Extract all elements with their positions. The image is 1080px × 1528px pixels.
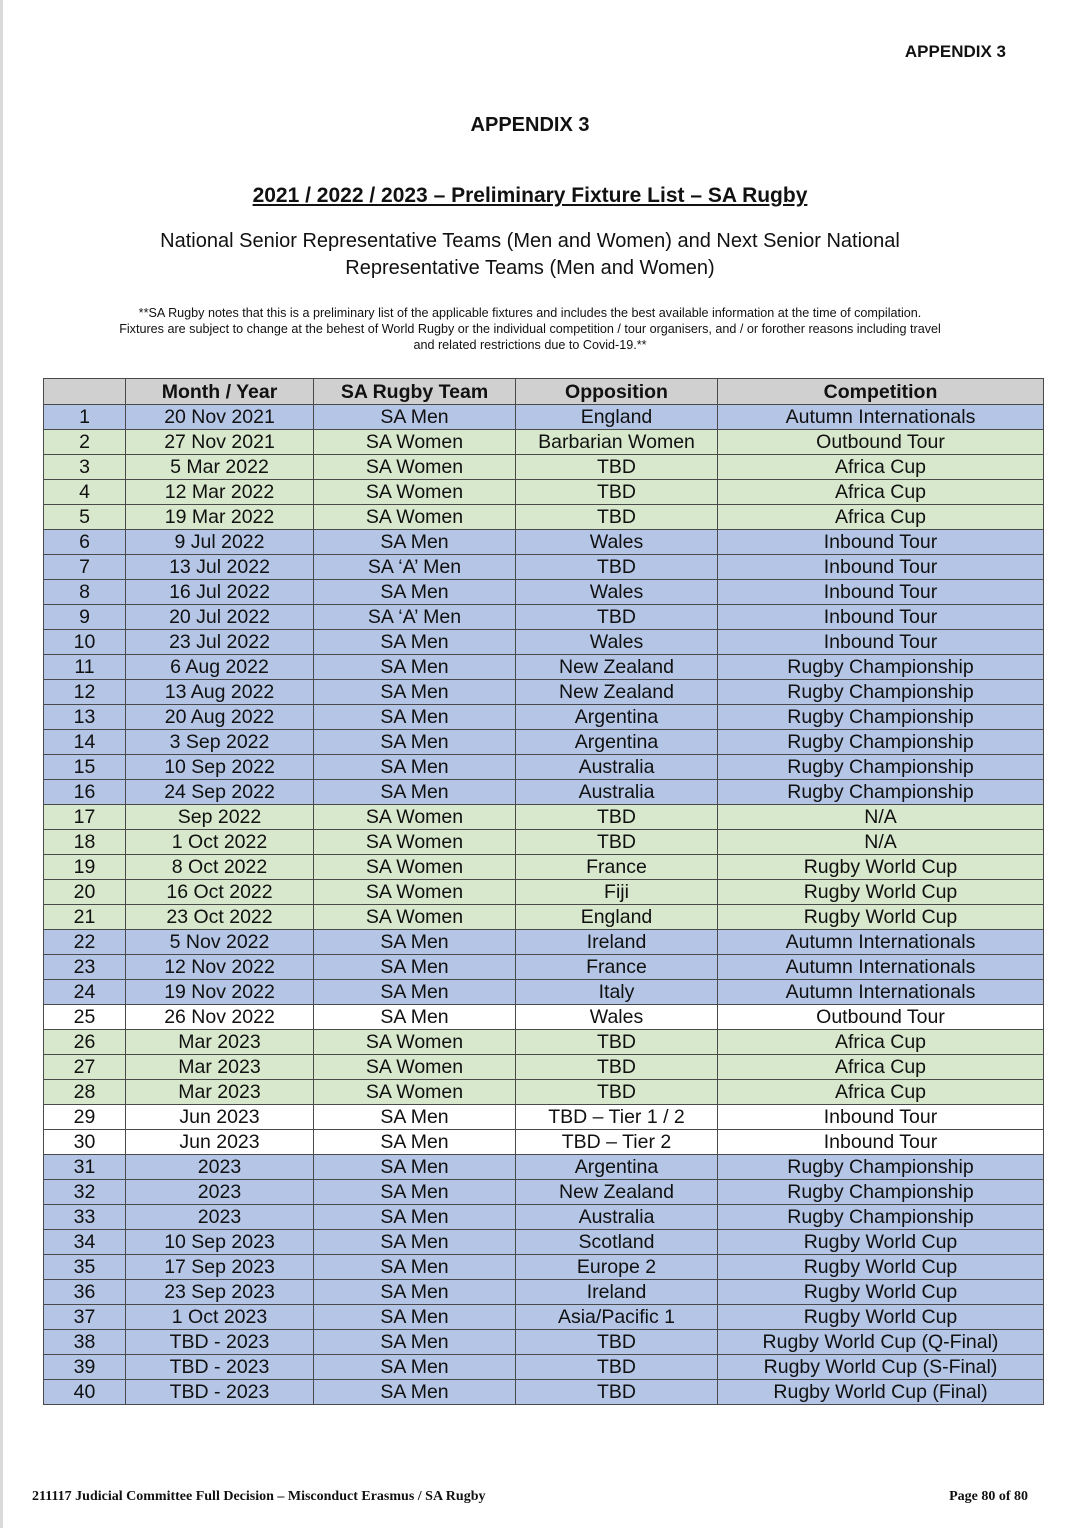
row-number: 37 <box>44 1305 126 1330</box>
table-row <box>44 1105 1044 1130</box>
row-number: 27 <box>44 1055 126 1080</box>
row-number: 31 <box>44 1155 126 1180</box>
month-year-cell: 5 Nov 2022 <box>126 930 314 955</box>
competition-cell: Africa Cup <box>718 1055 1044 1080</box>
team-cell: SA Men <box>314 1005 516 1030</box>
competition-cell: Inbound Tour <box>718 530 1044 555</box>
competition-cell: Autumn Internationals <box>718 980 1044 1005</box>
competition-cell: Rugby World Cup <box>718 880 1044 905</box>
competition-cell: Inbound Tour <box>718 630 1044 655</box>
table-row <box>44 505 1044 530</box>
month-year-cell: 16 Jul 2022 <box>126 580 314 605</box>
month-year-cell: 27 Nov 2021 <box>126 430 314 455</box>
competition-cell: Rugby Championship <box>718 1180 1044 1205</box>
month-year-cell: 5 Mar 2022 <box>126 455 314 480</box>
row-number: 18 <box>44 830 126 855</box>
month-year-cell: 2023 <box>126 1205 314 1230</box>
month-year-cell: 20 Jul 2022 <box>126 605 314 630</box>
table-row <box>44 1180 1044 1205</box>
opposition-cell: TBD <box>516 555 718 580</box>
table-row <box>44 605 1044 630</box>
table-row <box>44 1055 1044 1080</box>
opposition-cell: England <box>516 405 718 430</box>
opposition-cell: Argentina <box>516 730 718 755</box>
opposition-cell: TBD – Tier 1 / 2 <box>516 1105 718 1130</box>
team-cell: SA Men <box>314 1305 516 1330</box>
table-row <box>44 1155 1044 1180</box>
team-cell: SA Men <box>314 580 516 605</box>
table-row <box>44 855 1044 880</box>
row-number: 4 <box>44 480 126 505</box>
fixture-table <box>43 378 1044 1405</box>
month-year-cell: Jun 2023 <box>126 1105 314 1130</box>
competition-cell: N/A <box>718 805 1044 830</box>
opposition-cell: TBD <box>516 605 718 630</box>
opposition-cell: TBD <box>516 1330 718 1355</box>
opposition-cell: New Zealand <box>516 1180 718 1205</box>
row-number: 14 <box>44 730 126 755</box>
competition-cell: Rugby Championship <box>718 755 1044 780</box>
table-row <box>44 630 1044 655</box>
team-cell: SA Men <box>314 530 516 555</box>
team-cell: SA ‘A’ Men <box>314 555 516 580</box>
month-year-cell: 3 Sep 2022 <box>126 730 314 755</box>
row-number: 25 <box>44 1005 126 1030</box>
row-number: 10 <box>44 630 126 655</box>
column-header-number <box>44 379 126 405</box>
team-cell: SA Men <box>314 1380 516 1405</box>
month-year-cell: 10 Sep 2022 <box>126 755 314 780</box>
row-number: 28 <box>44 1080 126 1105</box>
row-number: 9 <box>44 605 126 630</box>
column-header-month-year: Month / Year <box>126 379 314 405</box>
opposition-cell: Argentina <box>516 1155 718 1180</box>
competition-cell: Africa Cup <box>718 1080 1044 1105</box>
month-year-cell: Sep 2022 <box>126 805 314 830</box>
opposition-cell: Australia <box>516 1205 718 1230</box>
month-year-cell: 2023 <box>126 1180 314 1205</box>
row-number: 39 <box>44 1355 126 1380</box>
opposition-cell: TBD – Tier 2 <box>516 1130 718 1155</box>
month-year-cell: 16 Oct 2022 <box>126 880 314 905</box>
row-number: 33 <box>44 1205 126 1230</box>
opposition-cell: Australia <box>516 780 718 805</box>
opposition-cell: TBD <box>516 805 718 830</box>
team-cell: SA Men <box>314 1280 516 1305</box>
note-line-3: and related restrictions due to Covid-19.** <box>413 338 647 352</box>
team-cell: SA Women <box>314 830 516 855</box>
opposition-cell: TBD <box>516 1355 718 1380</box>
opposition-cell: TBD <box>516 455 718 480</box>
team-cell: SA Men <box>314 1105 516 1130</box>
team-cell: SA Women <box>314 1030 516 1055</box>
table-row <box>44 655 1044 680</box>
month-year-cell: 23 Oct 2022 <box>126 905 314 930</box>
team-cell: SA Women <box>314 505 516 530</box>
competition-cell: Outbound Tour <box>718 430 1044 455</box>
row-number: 20 <box>44 880 126 905</box>
competition-cell: Autumn Internationals <box>718 405 1044 430</box>
competition-cell: Africa Cup <box>718 505 1044 530</box>
competition-cell: Inbound Tour <box>718 1105 1044 1130</box>
row-number: 26 <box>44 1030 126 1055</box>
competition-cell: Rugby World Cup (S-Final) <box>718 1355 1044 1380</box>
month-year-cell: 10 Sep 2023 <box>126 1230 314 1255</box>
team-cell: SA Men <box>314 705 516 730</box>
month-year-cell: 1 Oct 2023 <box>126 1305 314 1330</box>
opposition-cell: Scotland <box>516 1230 718 1255</box>
team-cell: SA Men <box>314 1155 516 1180</box>
row-number: 22 <box>44 930 126 955</box>
month-year-cell: 20 Nov 2021 <box>126 405 314 430</box>
team-cell: SA Women <box>314 805 516 830</box>
month-year-cell: TBD - 2023 <box>126 1330 314 1355</box>
opposition-cell: Wales <box>516 1005 718 1030</box>
row-number: 40 <box>44 1380 126 1405</box>
table-row <box>44 555 1044 580</box>
month-year-cell: 13 Jul 2022 <box>126 555 314 580</box>
row-number: 1 <box>44 405 126 430</box>
row-number: 29 <box>44 1105 126 1130</box>
competition-cell: Rugby Championship <box>718 780 1044 805</box>
competition-cell: Outbound Tour <box>718 1005 1044 1030</box>
team-cell: SA Men <box>314 1230 516 1255</box>
row-number: 15 <box>44 755 126 780</box>
team-cell: SA Women <box>314 480 516 505</box>
competition-cell: Africa Cup <box>718 455 1044 480</box>
competition-cell: Inbound Tour <box>718 605 1044 630</box>
opposition-cell: Ireland <box>516 930 718 955</box>
row-number: 8 <box>44 580 126 605</box>
team-cell: SA Women <box>314 905 516 930</box>
team-cell: SA ‘A’ Men <box>314 605 516 630</box>
footer-page-number: Page 80 of 80 <box>949 1489 1028 1504</box>
opposition-cell: New Zealand <box>516 680 718 705</box>
opposition-cell: Asia/Pacific 1 <box>516 1305 718 1330</box>
month-year-cell: 24 Sep 2022 <box>126 780 314 805</box>
month-year-cell: 23 Jul 2022 <box>126 630 314 655</box>
opposition-cell: TBD <box>516 1080 718 1105</box>
opposition-cell: Italy <box>516 980 718 1005</box>
team-cell: SA Men <box>314 980 516 1005</box>
team-cell: SA Men <box>314 955 516 980</box>
competition-cell: N/A <box>718 830 1044 855</box>
row-number: 6 <box>44 530 126 555</box>
month-year-cell: Mar 2023 <box>126 1055 314 1080</box>
opposition-cell: Australia <box>516 755 718 780</box>
table-row <box>44 405 1044 430</box>
table-row <box>44 980 1044 1005</box>
row-number: 35 <box>44 1255 126 1280</box>
month-year-cell: 20 Aug 2022 <box>126 705 314 730</box>
competition-cell: Rugby Championship <box>718 655 1044 680</box>
row-number: 38 <box>44 1330 126 1355</box>
competition-cell: Rugby World Cup (Q-Final) <box>718 1330 1044 1355</box>
team-cell: SA Men <box>314 630 516 655</box>
row-number: 23 <box>44 955 126 980</box>
opposition-cell: France <box>516 855 718 880</box>
team-cell: SA Men <box>314 1355 516 1380</box>
table-row <box>44 780 1044 805</box>
column-header-competition: Competition <box>718 379 1044 405</box>
opposition-cell: TBD <box>516 1055 718 1080</box>
row-number: 30 <box>44 1130 126 1155</box>
table-row <box>44 1280 1044 1305</box>
opposition-cell: England <box>516 905 718 930</box>
team-cell: SA Men <box>314 1255 516 1280</box>
competition-cell: Rugby World Cup <box>718 1280 1044 1305</box>
team-cell: SA Men <box>314 930 516 955</box>
row-number: 32 <box>44 1180 126 1205</box>
table-row <box>44 1005 1044 1030</box>
month-year-cell: TBD - 2023 <box>126 1355 314 1380</box>
month-year-cell: 19 Nov 2022 <box>126 980 314 1005</box>
competition-cell: Rugby Championship <box>718 1155 1044 1180</box>
competition-cell: Africa Cup <box>718 480 1044 505</box>
competition-cell: Rugby World Cup <box>718 855 1044 880</box>
row-number: 2 <box>44 430 126 455</box>
opposition-cell: Fiji <box>516 880 718 905</box>
opposition-cell: Ireland <box>516 1280 718 1305</box>
disclaimer-note <box>20 305 1040 353</box>
footer-document-reference: 211117 Judicial Committee Full Decision – Misconduct Erasmus / SA Rugby <box>32 1489 486 1504</box>
row-number: 36 <box>44 1280 126 1305</box>
table-row <box>44 580 1044 605</box>
month-year-cell: 12 Mar 2022 <box>126 480 314 505</box>
month-year-cell: 2023 <box>126 1155 314 1180</box>
opposition-cell: TBD <box>516 830 718 855</box>
opposition-cell: Wales <box>516 530 718 555</box>
row-number: 11 <box>44 655 126 680</box>
team-cell: SA Women <box>314 880 516 905</box>
month-year-cell: 9 Jul 2022 <box>126 530 314 555</box>
row-number: 12 <box>44 680 126 705</box>
opposition-cell: France <box>516 955 718 980</box>
team-cell: SA Men <box>314 1205 516 1230</box>
competition-cell: Inbound Tour <box>718 1130 1044 1155</box>
table-row <box>44 905 1044 930</box>
row-number: 3 <box>44 455 126 480</box>
row-number: 13 <box>44 705 126 730</box>
column-header-opposition: Opposition <box>516 379 718 405</box>
month-year-cell: Mar 2023 <box>126 1080 314 1105</box>
note-line-1: **SA Rugby notes that this is a preliminary list of the applicable fixtures and includes the best available information at the time of compilation. <box>138 306 922 320</box>
team-cell: SA Women <box>314 1080 516 1105</box>
opposition-cell: TBD <box>516 480 718 505</box>
competition-cell: Rugby Championship <box>718 680 1044 705</box>
row-number: 7 <box>44 555 126 580</box>
opposition-cell: Wales <box>516 630 718 655</box>
table-row <box>44 755 1044 780</box>
row-number: 19 <box>44 855 126 880</box>
month-year-cell: 8 Oct 2022 <box>126 855 314 880</box>
competition-cell: Rugby World Cup <box>718 1230 1044 1255</box>
team-cell: SA Women <box>314 855 516 880</box>
month-year-cell: 19 Mar 2022 <box>126 505 314 530</box>
page-edge-rule <box>0 0 3 1528</box>
competition-cell: Inbound Tour <box>718 555 1044 580</box>
table-row <box>44 1330 1044 1355</box>
fixture-table-body <box>44 405 1044 1405</box>
opposition-cell: Wales <box>516 580 718 605</box>
opposition-cell: Europe 2 <box>516 1255 718 1280</box>
table-row <box>44 880 1044 905</box>
month-year-cell: 13 Aug 2022 <box>126 680 314 705</box>
team-cell: SA Men <box>314 730 516 755</box>
row-number: 34 <box>44 1230 126 1255</box>
competition-cell: Rugby World Cup <box>718 905 1044 930</box>
table-row <box>44 930 1044 955</box>
table-row <box>44 430 1044 455</box>
row-number: 17 <box>44 805 126 830</box>
team-cell: SA Men <box>314 1330 516 1355</box>
table-row <box>44 1205 1044 1230</box>
competition-cell: Inbound Tour <box>718 580 1044 605</box>
table-row <box>44 1255 1044 1280</box>
table-row <box>44 1030 1044 1055</box>
team-cell: SA Women <box>314 430 516 455</box>
competition-cell: Autumn Internationals <box>718 955 1044 980</box>
table-row <box>44 830 1044 855</box>
team-cell: SA Women <box>314 455 516 480</box>
subtitle-line-2: Representative Teams (Men and Women) <box>345 257 715 279</box>
month-year-cell: 23 Sep 2023 <box>126 1280 314 1305</box>
competition-cell: Rugby Championship <box>718 1205 1044 1230</box>
table-row <box>44 680 1044 705</box>
month-year-cell: 12 Nov 2022 <box>126 955 314 980</box>
note-line-2: Fixtures are subject to change at the behest of World Rugby or the individual competition / tour organisers, and / or forother reasons including travel <box>119 322 941 336</box>
month-year-cell: TBD - 2023 <box>126 1380 314 1405</box>
opposition-cell: TBD <box>516 505 718 530</box>
appendix-header-label: APPENDIX 3 <box>904 42 1006 61</box>
table-row <box>44 1080 1044 1105</box>
team-cell: SA Women <box>314 1055 516 1080</box>
appendix-heading: APPENDIX 3 <box>470 114 590 136</box>
team-cell: SA Men <box>314 1130 516 1155</box>
table-row <box>44 480 1044 505</box>
table-row <box>44 805 1044 830</box>
competition-cell: Rugby Championship <box>718 705 1044 730</box>
row-number: 5 <box>44 505 126 530</box>
table-row <box>44 730 1044 755</box>
team-cell: SA Men <box>314 405 516 430</box>
table-row <box>44 1130 1044 1155</box>
subtitle-line-1: National Senior Representative Teams (Men and Women) and Next Senior National <box>160 230 900 252</box>
row-number: 21 <box>44 905 126 930</box>
month-year-cell: 26 Nov 2022 <box>126 1005 314 1030</box>
table-row <box>44 530 1044 555</box>
table-row <box>44 705 1044 730</box>
table-row <box>44 1305 1044 1330</box>
competition-cell: Africa Cup <box>718 1030 1044 1055</box>
team-cell: SA Men <box>314 655 516 680</box>
month-year-cell: 17 Sep 2023 <box>126 1255 314 1280</box>
table-row <box>44 455 1044 480</box>
table-header-row <box>44 379 1044 405</box>
opposition-cell: Barbarian Women <box>516 430 718 455</box>
team-cell: SA Men <box>314 780 516 805</box>
month-year-cell: Jun 2023 <box>126 1130 314 1155</box>
competition-cell: Rugby World Cup <box>718 1255 1044 1280</box>
month-year-cell: 1 Oct 2022 <box>126 830 314 855</box>
document-title: 2021 / 2022 / 2023 – Preliminary Fixture List – SA Rugby <box>252 184 808 207</box>
team-cell: SA Men <box>314 755 516 780</box>
opposition-cell: TBD <box>516 1030 718 1055</box>
opposition-cell: New Zealand <box>516 655 718 680</box>
competition-cell: Rugby World Cup <box>718 1305 1044 1330</box>
month-year-cell: Mar 2023 <box>126 1030 314 1055</box>
competition-cell: Rugby World Cup (Final) <box>718 1380 1044 1405</box>
row-number: 24 <box>44 980 126 1005</box>
team-cell: SA Men <box>314 1180 516 1205</box>
row-number: 16 <box>44 780 126 805</box>
opposition-cell: TBD <box>516 1380 718 1405</box>
month-year-cell: 6 Aug 2022 <box>126 655 314 680</box>
opposition-cell: Argentina <box>516 705 718 730</box>
team-cell: SA Men <box>314 680 516 705</box>
table-row <box>44 1355 1044 1380</box>
table-row <box>44 1380 1044 1405</box>
column-header-team: SA Rugby Team <box>314 379 516 405</box>
competition-cell: Autumn Internationals <box>718 930 1044 955</box>
subtitle <box>90 228 970 282</box>
table-row <box>44 1230 1044 1255</box>
competition-cell: Rugby Championship <box>718 730 1044 755</box>
table-row <box>44 955 1044 980</box>
